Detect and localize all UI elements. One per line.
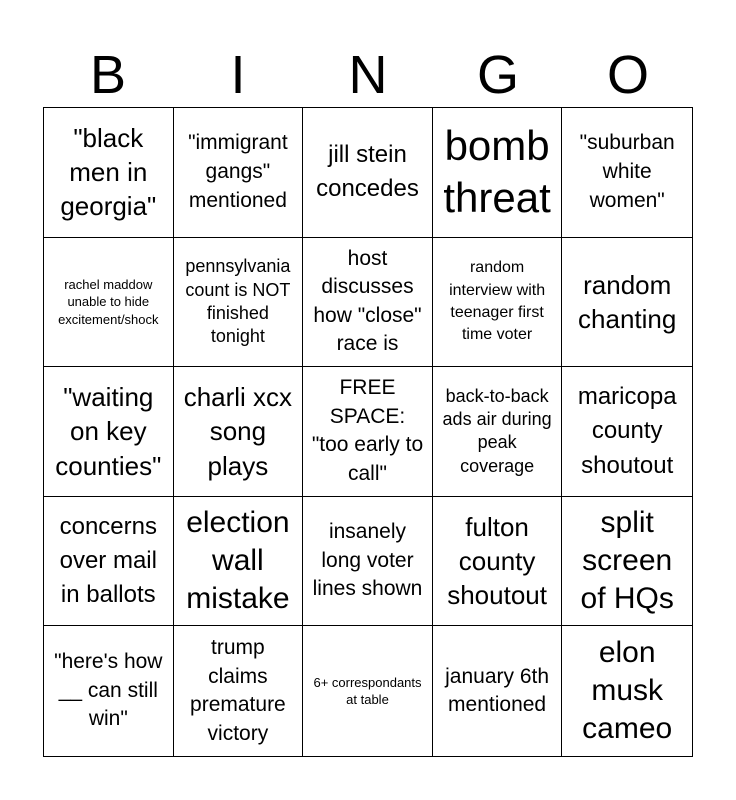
bingo-cell-text: "black men in georgia"	[60, 122, 157, 222]
bingo-cell-text: elon musk cameo	[582, 635, 673, 746]
bingo-cell-r5c4[interactable]	[433, 626, 563, 756]
bingo-grid	[43, 107, 693, 757]
bingo-cell-r3c3[interactable]	[303, 367, 433, 497]
bingo-cell-r2c5[interactable]	[562, 238, 692, 368]
header-letter-o: O	[606, 45, 649, 105]
bingo-cell-r4c5[interactable]	[562, 497, 692, 627]
bingo-cell-text: insanely long voter lines shown	[312, 520, 423, 601]
bingo-cell-text: charli xcx song plays	[183, 382, 293, 481]
bingo-cell-text: pennsylvania count is NOT finished tonight	[185, 256, 291, 347]
bingo-cell-text: back-to-back ads air during peak coverage	[442, 385, 552, 476]
header-letter-i: I	[230, 45, 246, 105]
bingo-cell-r5c1[interactable]	[44, 626, 174, 756]
bingo-cell-text: maricopa county shoutout	[577, 383, 677, 479]
bingo-cell-text: FREE SPACE: "too early to call"	[311, 376, 424, 486]
bingo-cell-r5c5[interactable]	[562, 626, 692, 756]
bingo-cell-r2c1[interactable]	[44, 238, 174, 368]
bingo-cell-text: random interview with teenager first time voter	[449, 259, 546, 344]
bingo-cell-r3c2[interactable]	[174, 367, 304, 497]
bingo-cell-text: january 6th mentioned	[445, 664, 550, 717]
bingo-cell-r2c3[interactable]	[303, 238, 433, 368]
bingo-cell-r3c5[interactable]	[562, 367, 692, 497]
bingo-cell-text: election wall mistake	[186, 505, 290, 616]
bingo-cell-r2c4[interactable]	[433, 238, 563, 368]
bingo-cell-r4c4[interactable]	[433, 497, 563, 627]
bingo-cell-text: concerns over mail in ballots	[59, 512, 157, 609]
bingo-cell-r5c3[interactable]	[303, 626, 433, 756]
bingo-cell-r1c5[interactable]	[562, 108, 692, 238]
bingo-cell-text: 6+ correspondants at table	[313, 674, 422, 708]
bingo-cell-text: host discusses how "close" race is	[313, 246, 422, 356]
bingo-cell-r2c2[interactable]	[174, 238, 304, 368]
bingo-cell-text: bomb threat	[443, 121, 551, 222]
bingo-cell-text: fulton county shoutout	[447, 511, 547, 611]
bingo-cell-r1c1[interactable]	[44, 108, 174, 238]
bingo-cell-text: split screen of HQs	[580, 505, 674, 616]
bingo-cell-r3c1[interactable]	[44, 367, 174, 497]
bingo-cell-r5c2[interactable]	[174, 626, 304, 756]
bingo-cell-r4c3[interactable]	[303, 497, 433, 627]
bingo-cell-r1c4[interactable]	[433, 108, 563, 238]
bingo-cell-r1c2[interactable]	[174, 108, 304, 238]
bingo-cell-text: "waiting on key counties"	[55, 382, 162, 481]
bingo-cell-r1c3[interactable]	[303, 108, 433, 238]
bingo-cell-text: trump claims premature victory	[190, 636, 286, 745]
bingo-cell-r3c4[interactable]	[433, 367, 563, 497]
header-letter-b: B	[89, 45, 127, 105]
bingo-cell-r4c1[interactable]	[44, 497, 174, 627]
header-letter-n: N	[348, 45, 388, 105]
bingo-cell-text: rachel maddow unable to hide excitement/shock	[58, 276, 159, 327]
bingo-cell-text: jill stein concedes	[316, 141, 419, 203]
bingo-cell-text: "here's how __ can still win"	[54, 650, 163, 731]
bingo-cell-text: "immigrant gangs" mentioned	[188, 131, 288, 212]
bingo-cell-r4c2[interactable]	[174, 497, 304, 627]
header-letter-g: G	[476, 45, 519, 105]
bingo-cell-text: random chanting	[578, 269, 677, 334]
bingo-cell-text: "suburban white women"	[579, 131, 675, 212]
bingo-header	[43, 42, 693, 108]
